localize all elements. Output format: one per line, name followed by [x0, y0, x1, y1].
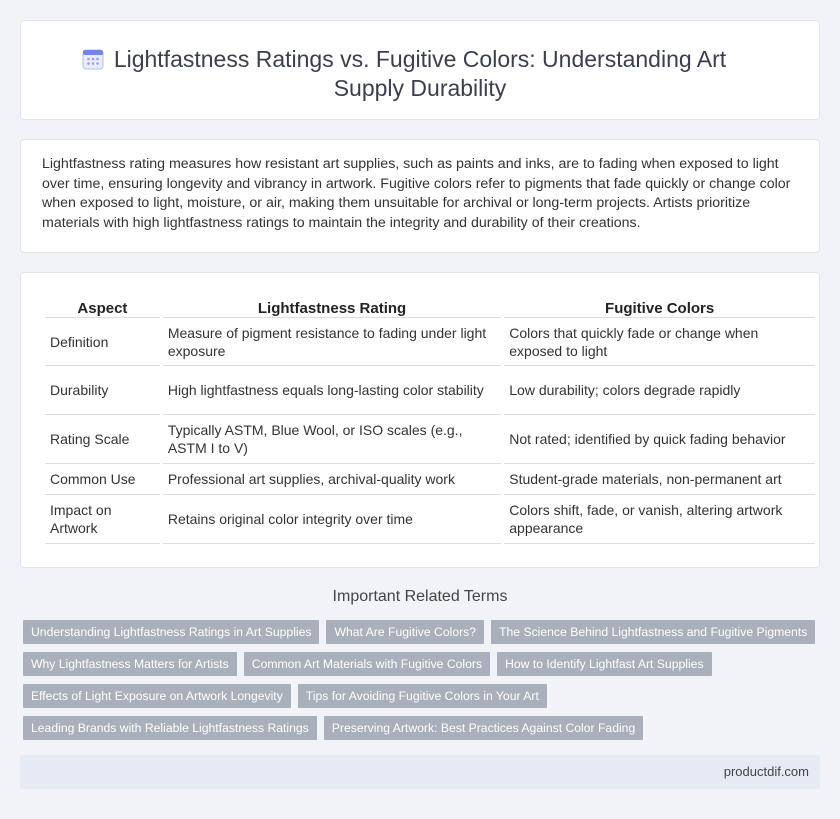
tag-row	[23, 684, 823, 708]
related-term-tag[interactable]: Effects of Light Exposure on Artwork Longevity	[23, 684, 291, 708]
table-cell: Colors shift, fade, or vanish, altering artwork appearance	[504, 495, 815, 544]
table-row	[45, 366, 815, 415]
tag-row	[23, 652, 823, 676]
tag-row	[23, 716, 823, 740]
related-term-tag[interactable]: Understanding Lightfastness Ratings in Art Supplies	[23, 620, 319, 644]
intro-paragraph: Lightfastness rating measures how resistant art supplies, such as paints and inks, are to fading when exposed to light over time, ensuring longevity and vibrancy in artwork. Fugitive colors refer to pigments that fade quickly or change color when exposed to light, moisture, or air, making them unsuitable for archival or long-term projects. Artists prioritize materials with high lightfastness ratings to maintain the integrity and durability of their creations.	[42, 156, 791, 231]
tag-row	[23, 620, 823, 644]
related-term-tag[interactable]: Why Lightfastness Matters for Artists	[23, 652, 237, 676]
table-cell: Professional art supplies, archival-quality work	[163, 464, 501, 495]
related-term-tag[interactable]: What Are Fugitive Colors?	[326, 620, 484, 644]
related-terms-title: Important Related Terms	[332, 588, 508, 605]
table-cell: High lightfastness equals long-lasting color stability	[163, 366, 501, 415]
related-terms-list	[23, 620, 823, 748]
comparison-table-card	[20, 272, 820, 568]
table-cell: Rating Scale	[45, 415, 160, 464]
table-cell: Impact on Artwork	[45, 495, 160, 544]
intro-card	[20, 139, 820, 253]
table-header-row	[45, 295, 815, 318]
table-row	[45, 495, 815, 544]
related-term-tag[interactable]: Leading Brands with Reliable Lightfastness Ratings	[23, 716, 317, 740]
table-row	[45, 415, 815, 464]
table-cell: Durability	[45, 366, 160, 415]
table-cell: Common Use	[45, 464, 160, 495]
related-term-tag[interactable]: Preserving Artwork: Best Practices Against Color Fading	[324, 716, 643, 740]
table-cell: Typically ASTM, Blue Wool, or ISO scales (e.g., ASTM I to V)	[163, 415, 501, 464]
table-cell: Low durability; colors degrade rapidly	[504, 366, 815, 415]
related-term-tag[interactable]: The Science Behind Lightfastness and Fugitive Pigments	[491, 620, 815, 644]
related-term-tag[interactable]: Common Art Materials with Fugitive Colors	[244, 652, 490, 676]
table-cell: Colors that quickly fade or change when exposed to light	[504, 318, 815, 366]
comparison-table	[42, 295, 818, 544]
table-cell: Definition	[45, 318, 160, 366]
header-card	[20, 20, 820, 120]
table-cell: Student-grade materials, non-permanent art	[504, 464, 815, 495]
table-cell: Not rated; identified by quick fading behavior	[504, 415, 815, 464]
table-header-lightfastness: Lightfastness Rating	[163, 295, 501, 318]
table-cell: Retains original color integrity over time	[163, 495, 501, 544]
related-term-tag[interactable]: Tips for Avoiding Fugitive Colors in Your Art	[298, 684, 547, 708]
table-row	[45, 464, 815, 495]
footer	[20, 755, 820, 789]
table-cell: Measure of pigment resistance to fading under light exposure	[163, 318, 501, 366]
related-term-tag[interactable]: How to Identify Lightfast Art Supplies	[497, 652, 712, 676]
table-row	[45, 318, 815, 366]
page-title: Lightfastness Ratings vs. Fugitive Colors: Understanding Art Supply Durability	[113, 46, 727, 101]
table-header-fugitive: Fugitive Colors	[504, 295, 815, 318]
footer-site-link[interactable]: productdif.com	[723, 764, 809, 779]
table-header-aspect: Aspect	[45, 295, 160, 318]
